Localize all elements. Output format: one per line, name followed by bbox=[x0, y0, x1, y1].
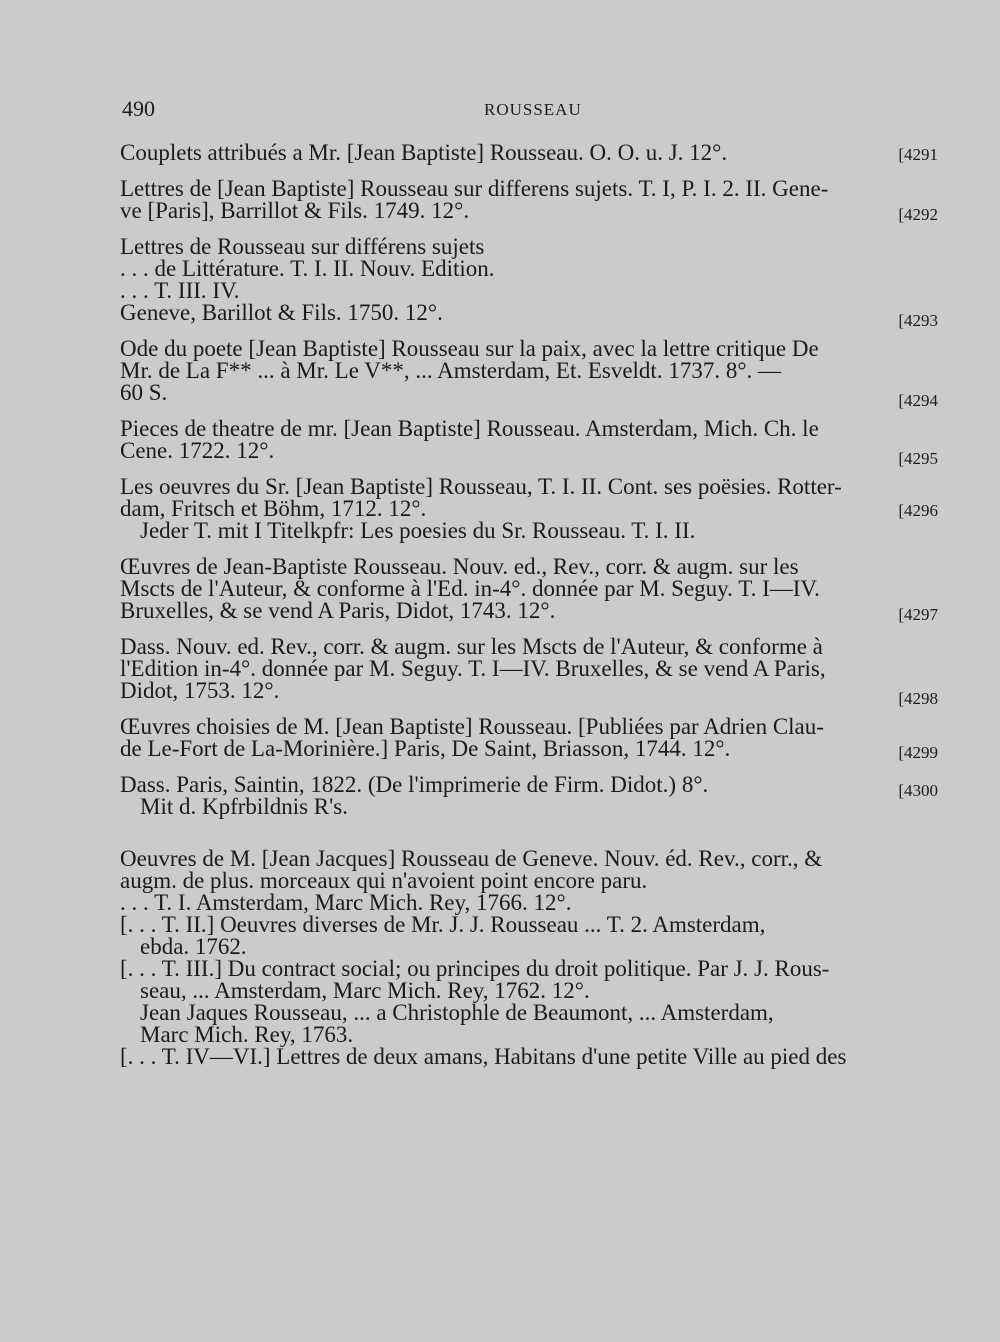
entry-line: 60 S. bbox=[120, 380, 168, 405]
entry-line: Oeuvres de M. [Jean Jacques] Rousseau de Geneve. Nouv. éd. Rev., corr., & bbox=[120, 846, 823, 871]
entry-line: [. . . T. IV—VI.] Lettres de deux amans, Habitans d'une petite Ville au pied des bbox=[120, 1044, 847, 1069]
entry-4297 bbox=[120, 556, 940, 622]
entry-note: Jeder T. mit I Titelkpfr: Les poesies du Sr. Rousseau. T. I. II. bbox=[140, 518, 696, 543]
entry-line: Œuvres de Jean-Baptiste Rousseau. Nouv. ed., Rev., corr. & augm. sur les bbox=[120, 554, 799, 579]
entry-line: Couplets attribués a Mr. [Jean Baptiste] Rousseau. O. O. u. J. 12°. bbox=[120, 140, 728, 165]
entry-line: Ode du poete [Jean Baptiste] Rousseau sur la paix, avec la lettre critique De bbox=[120, 336, 819, 361]
entry-line: Dass. Nouv. ed. Rev., corr. & augm. sur les Mscts de l'Auteur, & conforme à bbox=[120, 634, 823, 659]
entry-4300 bbox=[120, 774, 940, 818]
entry-line: dam, Fritsch et Böhm, 1712. 12°. bbox=[120, 496, 427, 521]
entry-4296 bbox=[120, 476, 940, 542]
entry-line: . . . T. III. IV. bbox=[120, 278, 240, 303]
entry-line: augm. de plus. morceaux qui n'avoient point encore paru. bbox=[120, 868, 648, 893]
bibliography-entries bbox=[120, 142, 940, 1082]
entry-4295 bbox=[120, 416, 940, 468]
entry-line: Didot, 1753. 12°. bbox=[120, 678, 280, 703]
entry-4291 bbox=[120, 142, 940, 164]
entry-line: . . . de Littérature. T. I. II. Nouv. Edition. bbox=[120, 256, 495, 281]
entry-line: . . . T. I. Amsterdam, Marc Mich. Rey, 1766. 12°. bbox=[120, 890, 572, 915]
page-header bbox=[122, 96, 922, 126]
entry-line: Cene. 1722. 12°. bbox=[120, 438, 275, 463]
entry-line: ve [Paris], Barrillot & Fils. 1749. 12°. bbox=[120, 198, 470, 223]
entry-line: Œuvres choisies de M. [Jean Baptiste] Rousseau. [Publiées par Adrien Clau- bbox=[120, 714, 824, 739]
entry-number: [4292 bbox=[898, 205, 938, 224]
entry-4293 bbox=[120, 234, 940, 330]
entry-line: ebda. 1762. bbox=[140, 934, 247, 959]
entry-line: Marc Mich. Rey, 1763. bbox=[140, 1022, 354, 1047]
entry-4294 bbox=[120, 336, 940, 410]
entry-line: [. . . T. II.] Oeuvres diverses de Mr. J. J. Rousseau ... T. 2. Amsterdam, bbox=[120, 912, 766, 937]
entry-number: [4299 bbox=[898, 743, 938, 762]
entry-number: [4296 bbox=[898, 501, 938, 520]
entry-line: Jean Jaques Rousseau, ... a Christophle de Beaumont, ... Amsterdam, bbox=[140, 1000, 774, 1025]
entry-4299 bbox=[120, 716, 940, 760]
entry-line: Pieces de theatre de mr. [Jean Baptiste] Rousseau. Amsterdam, Mich. Ch. le bbox=[120, 416, 819, 441]
entry-line: Mscts de l'Auteur, & conforme à l'Ed. in-4°. donnée par M. Seguy. T. I—IV. bbox=[120, 576, 820, 601]
entry-line: Geneve, Barillot & Fils. 1750. 12°. bbox=[120, 300, 443, 325]
entry-number: [4298 bbox=[898, 689, 938, 708]
entry-line: Bruxelles, & se vend A Paris, Didot, 1743. 12°. bbox=[120, 598, 556, 623]
entry-line: seau, ... Amsterdam, Marc Mich. Rey, 1762. 12°. bbox=[140, 978, 590, 1003]
entry-number: [4295 bbox=[898, 449, 938, 468]
entry-line: Les oeuvres du Sr. [Jean Baptiste] Rousseau, T. I. II. Cont. ses poësies. Rotter- bbox=[120, 474, 842, 499]
running-head: ROUSSEAU bbox=[484, 100, 582, 119]
page-number: 490 bbox=[122, 96, 155, 121]
entry-line: Mr. de La F** ... à Mr. Le V**, ... Amsterdam, Et. Esveldt. 1737. 8°. — bbox=[120, 358, 782, 383]
entry-line: Lettres de [Jean Baptiste] Rousseau sur differens sujets. T. I, P. I. 2. II. Gene- bbox=[120, 176, 829, 201]
entry-4298 bbox=[120, 634, 940, 708]
entry-number: [4293 bbox=[898, 311, 938, 330]
entry-line: l'Edition in-4°. donnée par M. Seguy. T. I—IV. Bruxelles, & se vend A Paris, bbox=[120, 656, 826, 681]
entry-line: Lettres de Rousseau sur différens sujets bbox=[120, 234, 485, 259]
entry-line: [. . . T. III.] Du contract social; ou principes du droit politique. Par J. J. Rous- bbox=[120, 956, 830, 981]
entry-number: [4300 bbox=[898, 781, 938, 800]
entry-line: Dass. Paris, Saintin, 1822. (De l'imprimerie de Firm. Didot.) 8°. bbox=[120, 772, 709, 797]
entry-note: Mit d. Kpfrbildnis R's. bbox=[140, 794, 348, 819]
entry-oeuvres-jean-jacques bbox=[120, 848, 940, 1068]
entry-number: [4294 bbox=[898, 391, 938, 410]
entry-number: [4291 bbox=[898, 145, 938, 164]
entry-4292 bbox=[120, 178, 940, 222]
entry-line: de Le-Fort de La-Morinière.] Paris, De Saint, Briasson, 1744. 12°. bbox=[120, 736, 731, 761]
entry-number: [4297 bbox=[898, 605, 938, 624]
